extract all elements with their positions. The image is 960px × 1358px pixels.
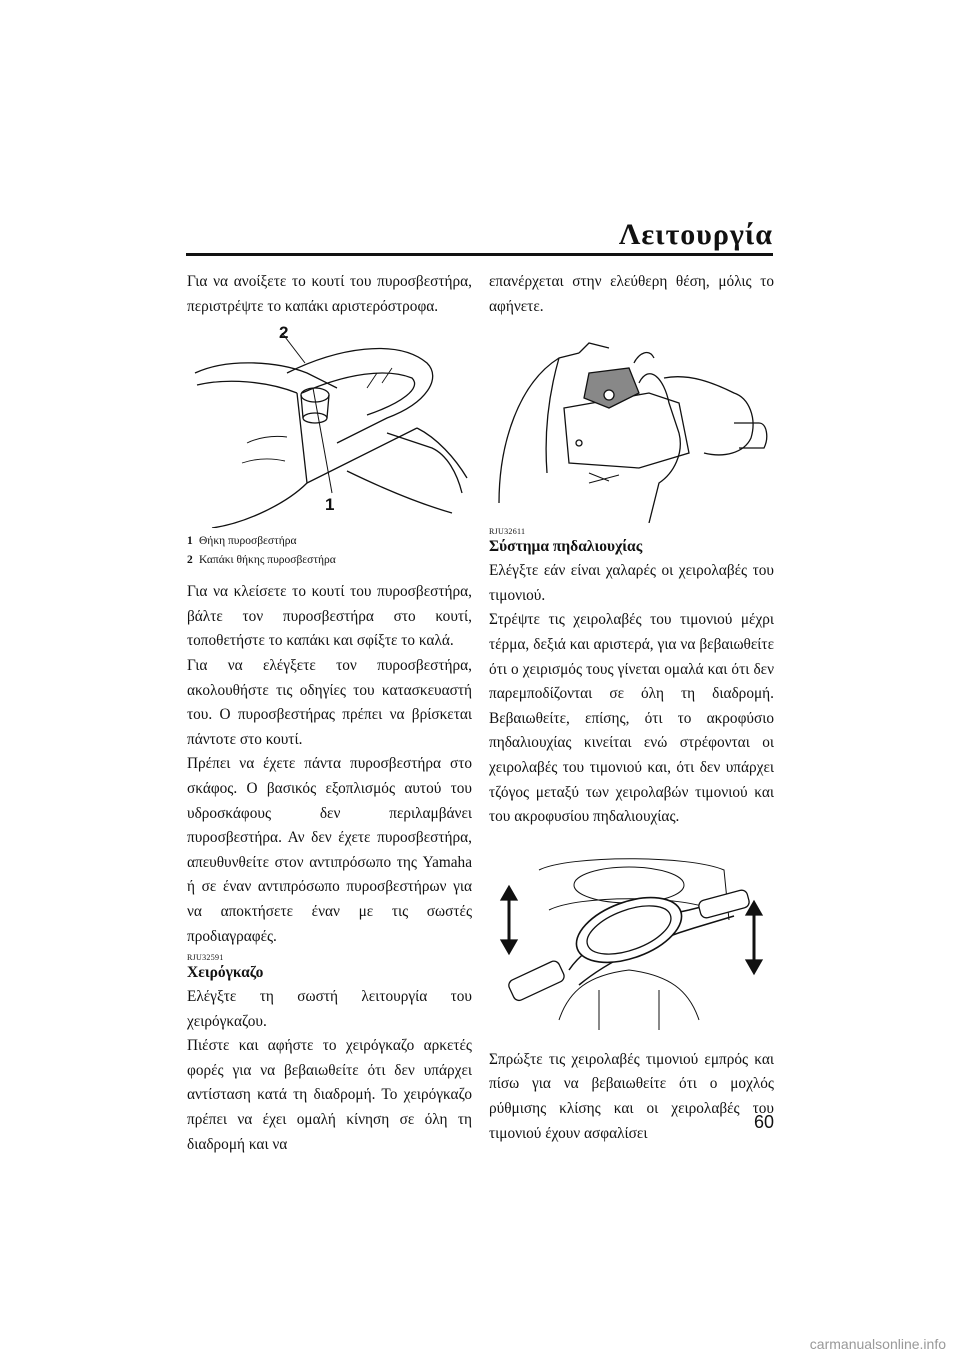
page-number: 60 bbox=[753, 1112, 774, 1132]
body-paragraph: Ελέγξτε τη σωστή λειτουργία του χειρόγκαζου. bbox=[187, 988, 472, 1030]
section-code: RJU32611 bbox=[489, 527, 526, 537]
caption-text: Θήκη πυροσβεστήρα bbox=[199, 535, 297, 548]
body-paragraph: Ελέγξτε εάν είναι χαλαρές οι χειρολαβές του τιμονιού. bbox=[489, 562, 774, 604]
body-paragraph: Πρέπει να έχετε πάντα πυροσβεστήρα στο σκάφος. Ο βασικός εξοπλισμός αυτού του υδροσκάφους δεν περιλαμβάνει πυροσβεστήρα. Αν δεν έχετε πυροσβεστήρα, απευθυνθείτε στον αντιπρόσωπο της Yamaha ή σε έναν αντιπρόσωπο πυροσβεστήρων για να αποκτήσετε έναν με τις σωστές προδιαγραφές. bbox=[187, 755, 472, 945]
header-rule bbox=[186, 253, 773, 256]
extinguisher-compartment-illustration bbox=[187, 323, 472, 528]
body-paragraph: Για να κλείσετε το κουτί του πυροσβεστήρα, βάλτε τον πυροσβεστήρα στο κουτί, τοποθετήστε το καπάκι και σφίξτε το καλά. bbox=[187, 583, 472, 650]
caption-number: 1 bbox=[187, 535, 193, 548]
left-column bbox=[187, 270, 472, 1157]
page-header-title: Λειτουργία bbox=[618, 218, 773, 251]
section-title: Χειρόγκαζο bbox=[187, 964, 264, 982]
section-title: Σύστημα πηδαλιουχίας bbox=[489, 538, 643, 556]
caption-item bbox=[187, 532, 472, 551]
watermark: carmanualsonline.info bbox=[809, 1336, 946, 1352]
right-column bbox=[489, 270, 774, 1146]
caption-number: 2 bbox=[187, 554, 193, 567]
body-paragraph: Σπρώξτε τις χειρολαβές τιμονιού εμπρός και πίσω για να βεβαιωθείτε ότι ο μοχλός ρύθμισης κλίσης και οι χειρολαβές του τιμονιού έχουν ασφαλίσει bbox=[489, 1050, 774, 1142]
body-paragraph: Για να ελέγξετε τον πυροσβεστήρα, ακολουθήστε τις οδηγίες του κατασκευαστή του. Ο πυροσβεστήρας πρέπει να βρίσκεται πάντοτε στο κουτί. bbox=[187, 656, 472, 748]
body-paragraph: Στρέψτε τις χειρολαβές του τιμονιού μέχρι τέρμα, δεξιά και αριστερά, για να βεβαιωθείτε ότι ο χειρισμός τους γίνεται ομαλά και ότι δεν παρεμποδίζονται σε όλη τη διαδρομή. Βεβαιωθείτε, επίσης, ότι το ακροφύσιο πηδαλιουχίας κινείται ενώ στρέφονται οι χειρολαβές του τιμονιού και, ότι δεν υπάρχει τζόγος μεταξύ των χειρολαβών τιμονιού και του ακροφυσίου πηδαλιουχίας. bbox=[489, 611, 774, 826]
figure1-caption bbox=[187, 532, 472, 570]
figure1-callout-2: 2 bbox=[279, 323, 289, 343]
caption-item bbox=[187, 551, 472, 570]
body-paragraph: Πιέστε και αφήστε το χειρόγκαζο αρκετές φορές για να βεβαιωθείτε ότι δεν υπάρχει αντίσταση κατά τη διαδρομή. Το χειρόγκαζο πρέπει να έχει ομαλή κίνηση σε όλη τη διαδρομή και να bbox=[187, 1037, 472, 1153]
caption-text: Καπάκι θήκης πυροσβεστήρα bbox=[199, 554, 336, 567]
throttle-lever-illustration bbox=[489, 323, 774, 523]
intro-paragraph: Για να ανοίξετε το κουτί του πυροσβεστήρα, περιστρέψτε το καπάκι αριστερόστροφα. bbox=[187, 273, 472, 315]
section-code: RJU32591 bbox=[187, 953, 224, 963]
body-paragraph: επανέρχεται στην ελεύθερη θέση, μόλις το αφήνετε. bbox=[489, 273, 774, 315]
handlebar-steering-illustration bbox=[489, 850, 774, 1030]
figure1-callout-1: 1 bbox=[325, 495, 335, 515]
